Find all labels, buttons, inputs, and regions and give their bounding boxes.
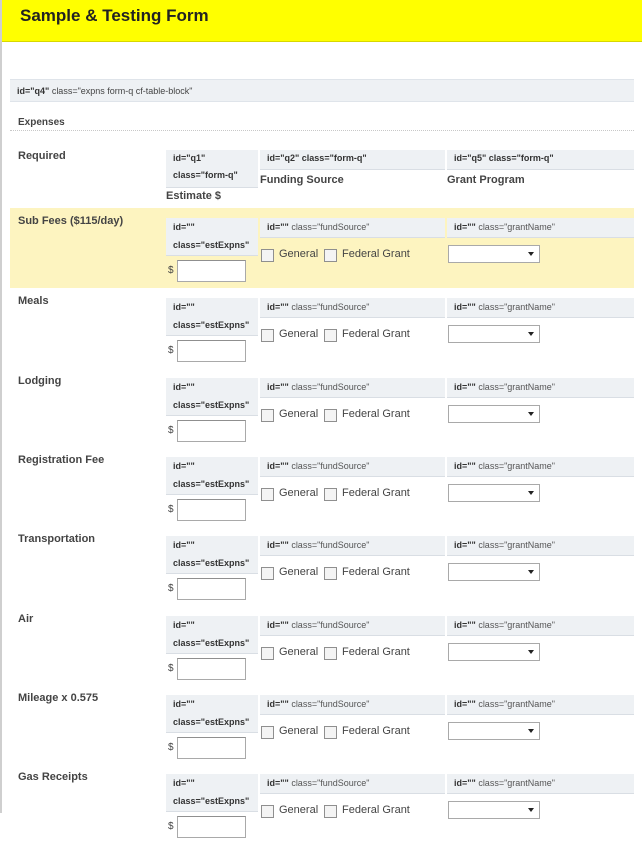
chevron-down-icon: [528, 252, 534, 256]
estimate-input[interactable]: [177, 737, 246, 759]
federal-grant-checkbox-label: Federal Grant: [342, 804, 410, 816]
estimate-cell-id: id="": [173, 699, 195, 709]
federal-grant-checkbox[interactable]: [324, 249, 337, 262]
general-checkbox-label: General: [279, 646, 319, 658]
grant-cell-meta: [447, 457, 634, 477]
grant-program-select[interactable]: [448, 484, 540, 502]
estimate-cell-id: id="": [173, 540, 195, 550]
page-title: Sample & Testing Form: [20, 6, 209, 25]
funding-cell-class: class="fundSource": [291, 699, 370, 709]
expense-row: [10, 208, 634, 288]
grant-cell-id: id="": [454, 620, 476, 630]
funding-cell-meta: [260, 774, 445, 794]
funding-cell-id: id="": [267, 222, 289, 232]
chevron-down-icon: [528, 332, 534, 336]
estimate-cell-id: id="": [173, 778, 195, 788]
funding-cell-meta: [260, 218, 445, 238]
chevron-down-icon: [528, 650, 534, 654]
funding-cell-class: class="fundSource": [291, 620, 370, 630]
estimate-input[interactable]: [177, 578, 246, 600]
expense-row-label: Gas Receipts: [18, 771, 88, 783]
expense-row: [10, 685, 634, 765]
expense-row: [10, 288, 634, 368]
federal-grant-checkbox[interactable]: [324, 409, 337, 422]
funding-cell-meta: [260, 457, 445, 477]
page-left-border: [0, 0, 2, 813]
grant-cell-meta: [447, 774, 634, 794]
grant-cell-class: class="grantName": [478, 540, 555, 550]
grant-program-select[interactable]: [448, 245, 540, 263]
estimate-cell-id: id="": [173, 461, 195, 471]
funding-cell-meta: [260, 298, 445, 318]
estimate-cell-class: class="estExpns": [173, 479, 250, 489]
general-checkbox-label: General: [279, 487, 319, 499]
dollar-sign: $: [168, 742, 174, 753]
estimate-cell-class: class="estExpns": [173, 400, 250, 410]
grant-cell-id: id="": [454, 461, 476, 471]
funding-cell-class: class="fundSource": [291, 778, 370, 788]
dollar-sign: $: [168, 265, 174, 276]
funding-cell-id: id="": [267, 540, 289, 550]
grant-cell-class: class="grantName": [478, 620, 555, 630]
column-header-funding-meta: id="q2" class="form-q": [260, 150, 445, 170]
grant-program-select[interactable]: [448, 801, 540, 819]
general-checkbox[interactable]: [261, 329, 274, 342]
general-checkbox[interactable]: [261, 647, 274, 660]
federal-grant-checkbox[interactable]: [324, 329, 337, 342]
grant-cell-meta: [447, 695, 634, 715]
column-header-estimate-id: id="q1": [173, 153, 206, 163]
funding-cell-id: id="": [267, 778, 289, 788]
estimate-cell-id: id="": [173, 302, 195, 312]
funding-cell-meta: [260, 616, 445, 636]
grant-cell-class: class="grantName": [478, 699, 555, 709]
required-label: Required: [18, 150, 66, 162]
expense-row-label: Registration Fee: [18, 454, 105, 466]
grant-cell-meta: [447, 616, 634, 636]
general-checkbox-label: General: [279, 248, 319, 260]
general-checkbox-label: General: [279, 566, 319, 578]
estimate-input[interactable]: [177, 816, 246, 838]
general-checkbox[interactable]: [261, 805, 274, 818]
column-header-estimate-meta: [166, 150, 258, 188]
estimate-cell-meta: [166, 298, 258, 336]
chevron-down-icon: [528, 412, 534, 416]
general-checkbox-label: General: [279, 725, 319, 737]
general-checkbox[interactable]: [261, 726, 274, 739]
estimate-cell-meta: [166, 457, 258, 495]
dollar-sign: $: [168, 821, 174, 832]
grant-program-select[interactable]: [448, 325, 540, 343]
form-header: [2, 0, 642, 42]
estimate-cell-id: id="": [173, 382, 195, 392]
funding-cell-class: class="fundSource": [291, 222, 370, 232]
column-header-grant-meta: id="q5" class="form-q": [447, 150, 634, 170]
estimate-cell-class: class="estExpns": [173, 558, 250, 568]
expense-row-label: Air: [18, 613, 34, 625]
grant-program-select[interactable]: [448, 563, 540, 581]
question-id-bar: [10, 79, 634, 102]
dollar-sign: $: [168, 345, 174, 356]
chevron-down-icon: [528, 808, 534, 812]
federal-grant-checkbox-label: Federal Grant: [342, 566, 410, 578]
grant-cell-id: id="": [454, 382, 476, 392]
grant-cell-class: class="grantName": [478, 222, 555, 232]
funding-cell-class: class="fundSource": [291, 540, 370, 550]
federal-grant-checkbox-label: Federal Grant: [342, 328, 410, 340]
column-header-estimate-class: class="form-q": [173, 170, 238, 180]
funding-cell-class: class="fundSource": [291, 461, 370, 471]
section-divider: [10, 130, 634, 131]
section-title: Expenses: [18, 117, 65, 128]
question-id-label: id="q4": [17, 86, 50, 96]
federal-grant-checkbox-label: Federal Grant: [342, 725, 410, 737]
dollar-sign: $: [168, 583, 174, 594]
federal-grant-checkbox[interactable]: [324, 488, 337, 501]
federal-grant-checkbox[interactable]: [324, 726, 337, 739]
estimate-cell-class: class="estExpns": [173, 240, 250, 250]
grant-cell-class: class="grantName": [478, 302, 555, 312]
expense-row-label: Sub Fees ($115/day): [18, 215, 124, 227]
general-checkbox[interactable]: [261, 249, 274, 262]
general-checkbox[interactable]: [261, 567, 274, 580]
estimate-input[interactable]: [177, 420, 246, 442]
grant-cell-class: class="grantName": [478, 461, 555, 471]
chevron-down-icon: [528, 491, 534, 495]
federal-grant-checkbox-label: Federal Grant: [342, 487, 410, 499]
federal-grant-checkbox[interactable]: [324, 805, 337, 818]
grant-cell-class: class="grantName": [478, 778, 555, 788]
funding-cell-id: id="": [267, 699, 289, 709]
dollar-sign: $: [168, 504, 174, 515]
estimate-cell-class: class="estExpns": [173, 717, 250, 727]
estimate-input[interactable]: [177, 340, 246, 362]
federal-grant-checkbox-label: Federal Grant: [342, 248, 410, 260]
federal-grant-checkbox[interactable]: [324, 647, 337, 660]
grant-cell-meta: [447, 298, 634, 318]
grant-program-select[interactable]: [448, 643, 540, 661]
funding-cell-id: id="": [267, 620, 289, 630]
general-checkbox-label: General: [279, 804, 319, 816]
expense-row: [10, 368, 634, 448]
estimate-cell-meta: [166, 695, 258, 733]
grant-program-select[interactable]: [448, 405, 540, 423]
question-class-label: class="expns form-q cf-table-block": [51, 86, 193, 96]
funding-cell-meta: [260, 536, 445, 556]
expense-row: [10, 447, 634, 527]
grant-cell-id: id="": [454, 222, 476, 232]
expense-row-label: Meals: [18, 295, 49, 307]
grant-cell-class: class="grantName": [478, 382, 555, 392]
column-title-estimate: Estimate $: [166, 190, 222, 202]
estimate-cell-meta: [166, 536, 258, 574]
expense-row-label: Lodging: [18, 375, 62, 387]
estimate-cell-meta: [166, 774, 258, 812]
dollar-sign: $: [168, 425, 174, 436]
general-checkbox-label: General: [279, 408, 319, 420]
chevron-down-icon: [528, 729, 534, 733]
column-title-grant: Grant Program: [447, 174, 525, 186]
funding-cell-id: id="": [267, 382, 289, 392]
funding-cell-meta: [260, 378, 445, 398]
estimate-input[interactable]: [177, 499, 246, 521]
estimate-input[interactable]: [177, 260, 246, 282]
grant-cell-meta: [447, 218, 634, 238]
column-title-funding: Funding Source: [260, 174, 344, 186]
estimate-cell-class: class="estExpns": [173, 320, 250, 330]
federal-grant-checkbox-label: Federal Grant: [342, 408, 410, 420]
chevron-down-icon: [528, 570, 534, 574]
estimate-cell-meta: [166, 378, 258, 416]
estimate-cell-meta: [166, 616, 258, 654]
federal-grant-checkbox-label: Federal Grant: [342, 646, 410, 658]
general-checkbox[interactable]: [261, 488, 274, 501]
funding-cell-class: class="fundSource": [291, 382, 370, 392]
grant-cell-meta: [447, 378, 634, 398]
expense-row: [10, 606, 634, 686]
expense-row: [10, 526, 634, 606]
dollar-sign: $: [168, 663, 174, 674]
general-checkbox[interactable]: [261, 409, 274, 422]
grant-cell-meta: [447, 536, 634, 556]
estimate-cell-meta: [166, 218, 258, 256]
grant-cell-id: id="": [454, 699, 476, 709]
general-checkbox-label: General: [279, 328, 319, 340]
estimate-cell-class: class="estExpns": [173, 796, 250, 806]
expense-row: [10, 764, 634, 844]
funding-cell-id: id="": [267, 302, 289, 312]
grant-cell-id: id="": [454, 778, 476, 788]
grant-cell-id: id="": [454, 302, 476, 312]
grant-cell-id: id="": [454, 540, 476, 550]
expense-row-label: Mileage x 0.575: [18, 692, 99, 704]
estimate-cell-id: id="": [173, 620, 195, 630]
estimate-cell-class: class="estExpns": [173, 638, 250, 648]
grant-program-select[interactable]: [448, 722, 540, 740]
funding-cell-meta: [260, 695, 445, 715]
estimate-cell-id: id="": [173, 222, 195, 232]
estimate-input[interactable]: [177, 658, 246, 680]
federal-grant-checkbox[interactable]: [324, 567, 337, 580]
funding-cell-class: class="fundSource": [291, 302, 370, 312]
funding-cell-id: id="": [267, 461, 289, 471]
expense-row-label: Transportation: [18, 533, 96, 545]
